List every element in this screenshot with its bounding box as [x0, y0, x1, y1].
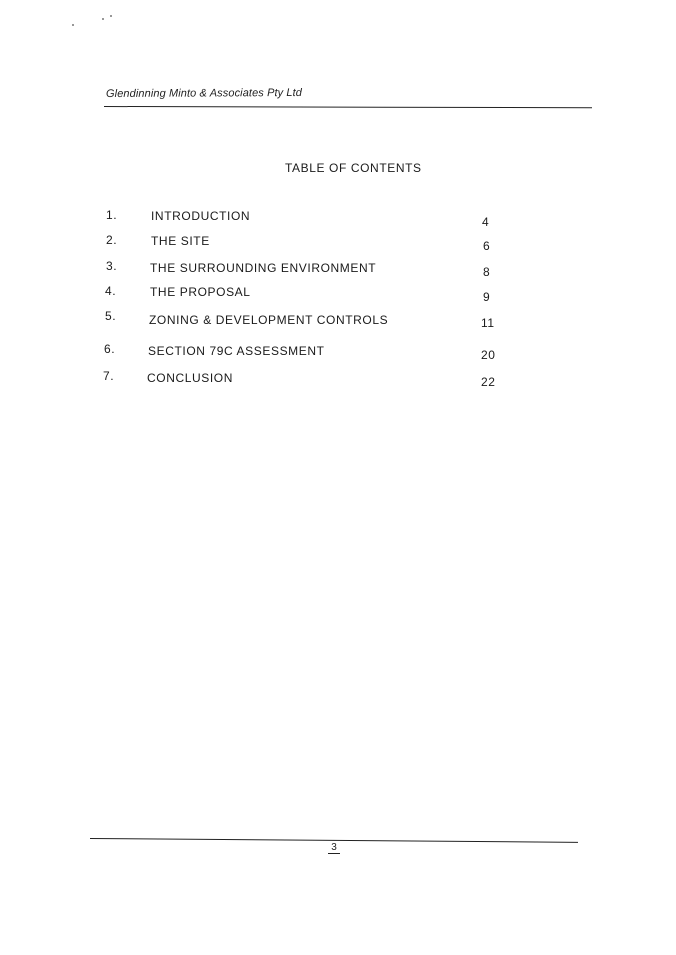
toc-entry	[0, 208, 676, 228]
toc-entry	[0, 259, 676, 279]
toc-entry-page: 20	[481, 348, 496, 362]
toc-entry-label: INTRODUCTION	[151, 209, 251, 223]
toc-entry-page: 6	[483, 239, 491, 253]
toc-entry-page: 22	[481, 375, 496, 389]
toc-entry-number: 7.	[103, 369, 115, 383]
toc-entry-page: 11	[481, 316, 495, 330]
toc-entry-number: 5.	[105, 309, 117, 323]
header-company-name: Glendinning Minto & Associates Pty Ltd	[105, 86, 303, 100]
toc-entry	[0, 233, 676, 253]
scan-speck	[102, 18, 104, 20]
toc-entry-label: THE SITE	[151, 234, 210, 248]
toc-entry-number: 2.	[106, 233, 118, 247]
toc-entry-label: ZONING & DEVELOPMENT CONTROLS	[149, 313, 389, 327]
toc-entry	[0, 309, 676, 329]
toc-entry-number: 4.	[105, 284, 117, 298]
toc-entry-number: 6.	[104, 342, 116, 356]
toc-entry-label: THE PROPOSAL	[150, 285, 251, 299]
scan-speck	[110, 15, 112, 17]
toc-entry	[0, 284, 676, 304]
toc-entry	[0, 369, 676, 389]
toc-entry-page: 9	[483, 290, 491, 304]
toc-entry	[0, 342, 676, 362]
toc-entry-number: 1.	[106, 208, 118, 222]
toc-entry-page: 8	[483, 265, 491, 279]
scan-speck	[72, 24, 74, 26]
toc-entry-page: 4	[482, 215, 490, 229]
toc-title: TABLE OF CONTENTS	[285, 161, 422, 175]
toc-entry-label: SECTION 79C ASSESSMENT	[148, 344, 325, 358]
toc-entry-label: THE SURROUNDING ENVIRONMENT	[150, 261, 377, 275]
header-rule	[104, 106, 592, 108]
page-number: 3	[328, 843, 340, 854]
toc-entry-number: 3.	[106, 259, 118, 273]
toc-entry-label: CONCLUSION	[147, 371, 234, 385]
